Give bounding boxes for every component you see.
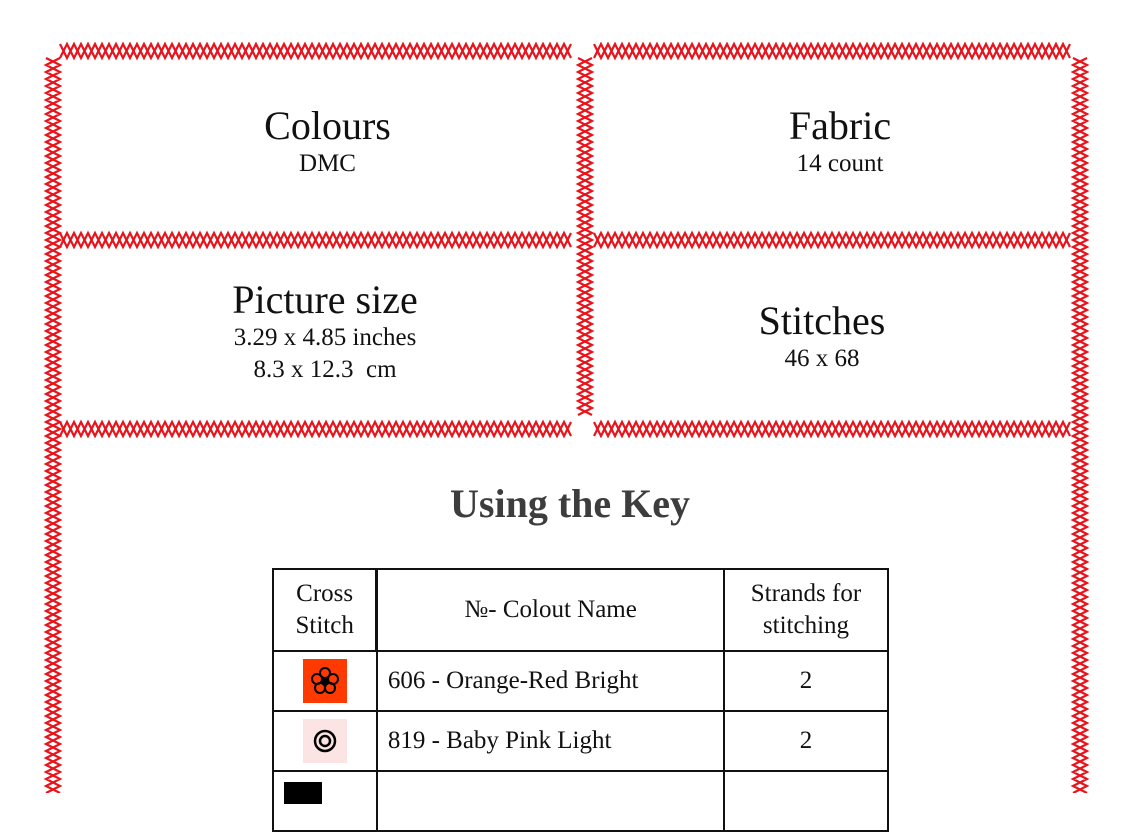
strands-cell: 2 [724, 651, 888, 711]
colours-panel [60, 104, 595, 180]
header-strands [724, 569, 888, 651]
header-strands-line2: stitching [762, 612, 850, 639]
fabric-value: 14 count [796, 150, 884, 177]
header-cross-stitch [273, 569, 377, 651]
header-cross-line2: Stitch [295, 612, 354, 639]
picture-size-inches: 3.29 x 4.85 inches [233, 324, 417, 351]
header-strands-line1: Strands for [750, 580, 862, 607]
key-table [272, 568, 889, 832]
header-colour-name: №- Colout Name [377, 569, 724, 651]
picture-size-title: Picture size [232, 277, 418, 322]
symbol-cell [273, 651, 377, 711]
picture-size-panel [60, 278, 590, 386]
strands-cell: 2 [724, 711, 888, 771]
colour-name-cell [377, 771, 724, 831]
stitches-title: Stitches [758, 298, 886, 343]
table-row [273, 711, 888, 771]
colours-title: Colours [264, 103, 391, 148]
symbol-cell [273, 771, 377, 831]
colours-value: DMC [299, 150, 356, 177]
stitches-panel [592, 299, 1052, 375]
picture-size-cm: 8.3 x 12.3 cm [253, 356, 397, 383]
colour-name-cell: 606 - Orange-Red Bright [377, 651, 724, 711]
key-title: Using the Key [450, 481, 690, 526]
table-row [273, 651, 888, 711]
header-cross-line1: Cross [296, 580, 354, 607]
symbol-cell [273, 711, 377, 771]
strands-cell [724, 771, 888, 831]
stitches-value: 46 x 68 [784, 345, 860, 372]
flower-icon [303, 659, 347, 703]
key-table-header [273, 569, 888, 651]
colour-name-cell: 819 - Baby Pink Light [377, 711, 724, 771]
fabric-panel [590, 104, 1090, 180]
black-block-icon [284, 782, 322, 804]
table-row [273, 771, 888, 831]
fabric-title: Fabric [788, 103, 892, 148]
double-circle-icon [303, 719, 347, 763]
